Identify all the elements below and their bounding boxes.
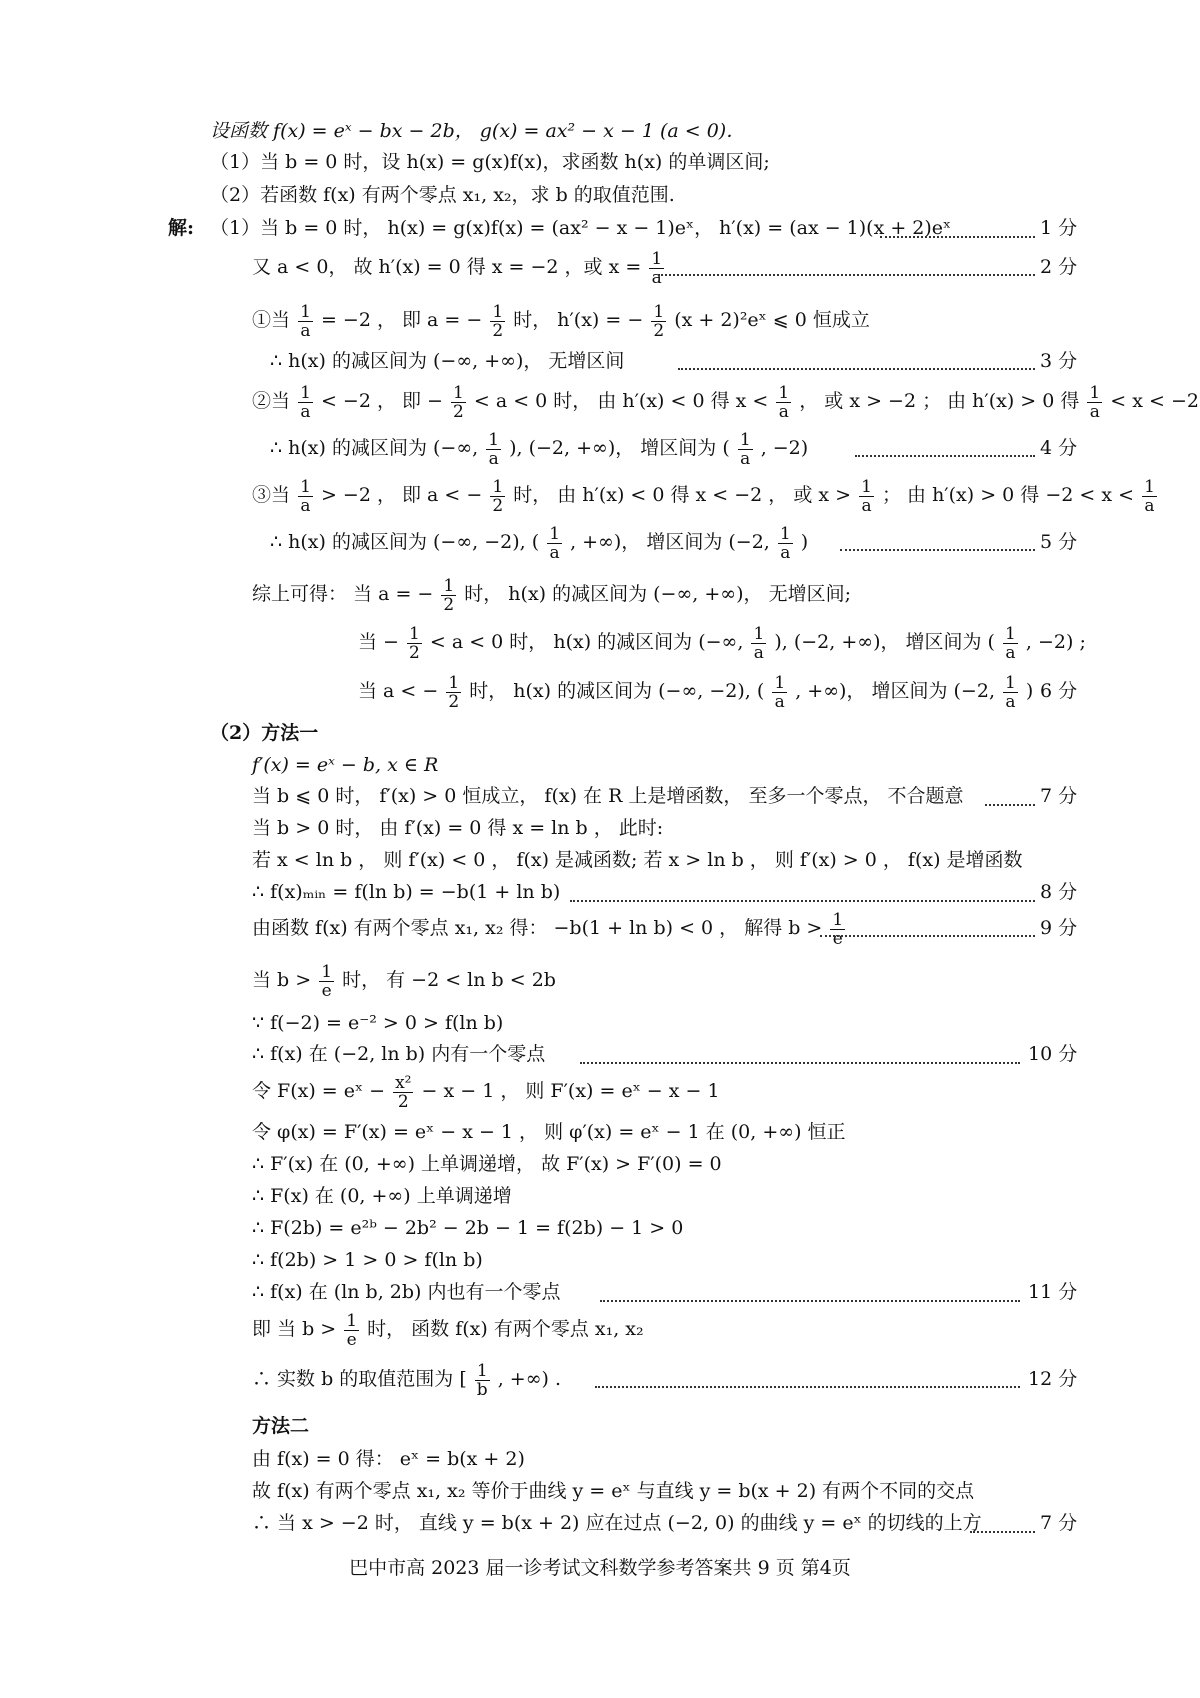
leader-dots	[820, 935, 1035, 937]
problem-part2: （2）若函数 f(x) 有两个零点 x₁, x₂，求 b 的取值范围.	[210, 184, 675, 206]
leader-dots	[855, 455, 1035, 457]
score-mark: 12 分	[1028, 1368, 1078, 1390]
case-2-line: ②当 $\frac{1}{a}$ < −2 ， 即 − $\frac{1}{2}$ < a < 0 时， 由 h′(x) < 0 得 x < $\frac{1}{a}$ ， 或 x > −2 ； 由 h′(x) > 0 得 $\frac{1}{a}$ < x < −2	[252, 382, 1199, 422]
leader-dots	[970, 1531, 1035, 1533]
solution-line: 令 φ(x) = F′(x) = eˣ − x − 1 ， 则 φ′(x) = eˣ − 1 在 (0, +∞) 恒正	[252, 1121, 846, 1143]
part2-heading: （2）方法一	[210, 722, 319, 744]
case-3-result: ∴ h(x) 的减区间为 (−∞, −2), ( $\frac{1}{a}$ , +∞)， 增区间为 (−2, $\frac{1}{a}$ )	[270, 523, 809, 563]
solution-line: 即 当 b > $\frac{1}{e}$ 时， 函数 f(x) 有两个零点 x₁, x₂	[252, 1310, 644, 1350]
score-mark: 7 分	[1040, 785, 1078, 807]
score-mark: 6 分	[1040, 680, 1078, 702]
solution-line: ∴ 当 x > −2 时， 直线 y = b(x + 2) 应在过点 (−2, 0) 的曲线 y = eˣ 的切线的上方	[252, 1512, 982, 1534]
leader-dots	[880, 236, 1035, 238]
summary-line: 当 − $\frac{1}{2}$ < a < 0 时， h(x) 的减区间为 (−∞, $\frac{1}{a}$ ), (−2, +∞)， 增区间为 ( $\frac{1}{a}$ , −2) ;	[358, 623, 1086, 663]
leader-dots	[840, 549, 1035, 551]
solution-line: 若 x < ln b ， 则 f′(x) < 0 ， f(x) 是减函数; 若 x > ln b ， 则 f′(x) > 0 ， f(x) 是增函数	[252, 849, 1023, 871]
score-mark: 3 分	[1040, 350, 1078, 372]
solution-line: 令 F(x) = eˣ − $\frac{\text{x²}}{2}$ − x − 1 ， 则 F′(x) = eˣ − x − 1	[252, 1072, 720, 1112]
score-mark: 8 分	[1040, 881, 1078, 903]
score-mark: 1 分	[1040, 217, 1078, 239]
solution-line: 当 b > $\frac{1}{e}$ 时， 有 −2 < ln b < 2b	[252, 961, 556, 1001]
score-mark: 4 分	[1040, 437, 1078, 459]
solution-line: ∴ f(x) 在 (−2, ln b) 内有一个零点	[252, 1043, 546, 1065]
problem-intro: 设函数 f(x) = eˣ − bx − 2b， g(x) = ax² − x − 1 (a < 0)．	[210, 120, 746, 142]
solution-line: 当 b ⩽ 0 时， f′(x) > 0 恒成立， f(x) 在 R 上是增函数， 至多一个零点， 不合题意	[252, 785, 964, 807]
score-mark: 9 分	[1040, 917, 1078, 939]
leader-dots	[595, 1386, 1020, 1388]
solution-line: ∵ f(−2) = e⁻² > 0 > f(ln b)	[252, 1012, 504, 1034]
solution-line: ∴ f(2b) > 1 > 0 > f(ln b)	[252, 1249, 483, 1271]
leader-dots	[600, 1300, 1020, 1302]
fraction: $\frac{1}{a}$	[651, 248, 663, 288]
solution-line: ∴ f(x)ₘᵢₙ = f(ln b) = −b(1 + ln b)	[252, 881, 561, 903]
score-mark: 11 分	[1028, 1281, 1078, 1303]
leader-dots	[985, 804, 1035, 806]
score-mark: 2 分	[1040, 256, 1078, 278]
leader-dots	[580, 1062, 1020, 1064]
leader-dots	[570, 900, 1035, 902]
problem-part1: （1）当 b = 0 时，设 h(x) = g(x)f(x)，求函数 h(x) 的单调区间;	[210, 151, 770, 173]
solution-line: （1）当 b = 0 时， h(x) = g(x)f(x) = (ax² − x − 1)eˣ， h′(x) = (ax − 1)(x + 2)eˣ	[210, 217, 952, 239]
solution-line: ∴ F(x) 在 (0, +∞) 上单调递增	[252, 1185, 512, 1207]
solution-line: f′(x) = eˣ − b, x ∈ R	[252, 754, 439, 776]
solution-line: 由 f(x) = 0 得： eˣ = b(x + 2)	[252, 1448, 525, 1470]
score-mark: 10 分	[1028, 1043, 1078, 1065]
summary-line: 当 a < − $\frac{1}{2}$ 时， h(x) 的减区间为 (−∞, −2), ( $\frac{1}{a}$ , +∞)， 增区间为 (−2, $\frac{1}{a}$ )	[358, 672, 1034, 712]
solution-line: ∴ F(2b) = e²ᵇ − 2b² − 2b − 1 = f(2b) − 1 > 0	[252, 1217, 684, 1239]
solution-line: 当 b > 0 时， 由 f′(x) = 0 得 x = ln b ， 此时:	[252, 817, 664, 839]
case-2-result: ∴ h(x) 的减区间为 (−∞, $\frac{1}{a}$ ), (−2, +∞)， 增区间为 ( $\frac{1}{a}$ , −2)	[270, 429, 809, 469]
leader-dots	[658, 274, 1035, 276]
case-1-line: ①当 $\frac{1}{a}$ = −2 ， 即 a = − $\frac{1}{2}$ 时， h′(x) = − $\frac{1}{2}$ (x + 2)²eˣ ⩽ 0 恒成立	[252, 301, 870, 341]
page-footer: 巴中市高 2023 届一诊考试文科数学参考答案共 9 页 第4页	[349, 1557, 851, 1579]
score-mark: 7 分	[1040, 1512, 1078, 1534]
leader-dots	[678, 368, 1035, 370]
solution-line: ∴ f(x) 在 (ln b, 2b) 内也有一个零点	[252, 1281, 561, 1303]
solution-line: 又 a < 0， 故 h′(x) = 0 得 x = −2 ，或 x = $\frac{1}{a}$	[252, 248, 663, 288]
case-3-line: ③当 $\frac{1}{a}$ > −2 ， 即 a < − $\frac{1}{2}$ 时， 由 h′(x) < 0 得 x < −2 ， 或 x > $\frac{1}{a}$ ； 由 h′(x) > 0 得 −2 < x < $\frac{1}{a}$	[252, 476, 1155, 516]
score-mark: 5 分	[1040, 531, 1078, 553]
solution-line: 由函数 f(x) 有两个零点 x₁, x₂ 得： −b(1 + ln b) < 0 ， 解得 b > $\frac{1}{e}$	[252, 909, 844, 949]
summary-line: 综上可得： 当 a = − $\frac{1}{2}$ 时， h(x) 的减区间为 (−∞, +∞)， 无增区间;	[252, 575, 851, 615]
solution-line: ∴ 实数 b 的取值范围为 [ $\frac{1}{b}$ , +∞) .	[252, 1360, 562, 1400]
solution-label: 解:	[168, 217, 195, 239]
case-1-result: ∴ h(x) 的减区间为 (−∞, +∞)， 无增区间	[270, 350, 625, 372]
solution-line: 故 f(x) 有两个零点 x₁, x₂ 等价于曲线 y = eˣ 与直线 y = b(x + 2) 有两个不同的交点	[252, 1480, 975, 1502]
solution-line: ∴ F′(x) 在 (0, +∞) 上单调递增， 故 F′(x) > F′(0) = 0	[252, 1153, 722, 1175]
method-2-heading: 方法二	[252, 1415, 310, 1437]
